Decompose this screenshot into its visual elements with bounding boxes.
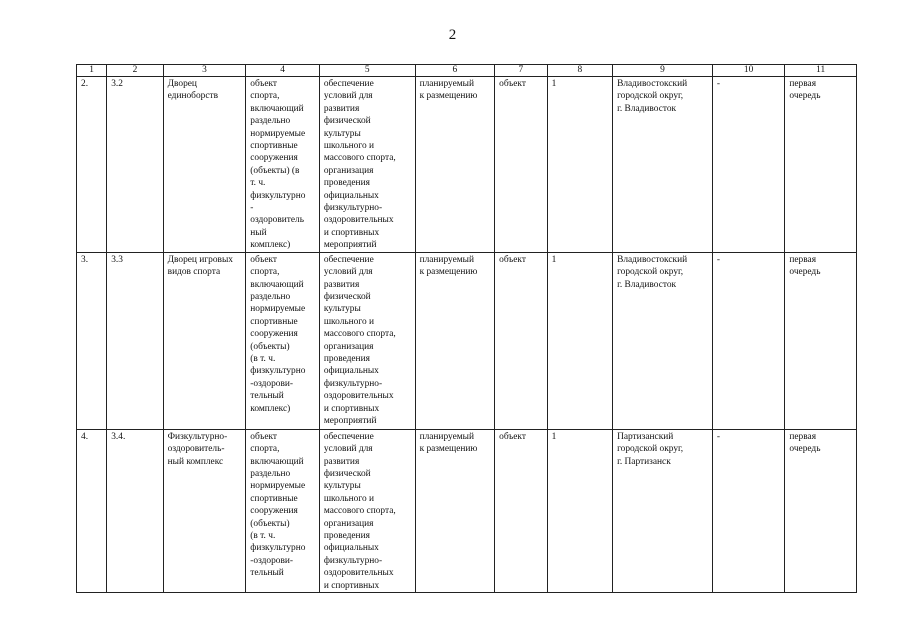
zone-cell: -	[712, 77, 785, 253]
status-cell: планируемый к размещению	[415, 429, 495, 592]
stage-cell: первая очередь	[785, 77, 857, 253]
status-cell: планируемый к размещению	[415, 77, 495, 253]
stage-cell: первая очередь	[785, 252, 857, 429]
row-number-cell: 3.	[77, 252, 107, 429]
location-cell: Партизанский городской округ, г. Партизанск	[613, 429, 713, 592]
object-type-cell: объект спорта, включающий раздельно нормируемые спортивные сооружения (объекты) (в т. ч. физкультурно - оздоровитель ный комплекс)	[246, 77, 320, 253]
column-number-row	[77, 65, 857, 77]
object-name-cell: Физкультурно- оздоровитель- ный комплекс	[163, 429, 246, 592]
column-number: 5	[319, 65, 415, 77]
column-number: 6	[415, 65, 495, 77]
purpose-cell: обеспечение условий для развития физической культуры школьного и массового спорта, организация проведения официальных физкультурно- оздоровительных и спортивных мероприятий	[319, 77, 415, 253]
object-type-cell: объект спорта, включающий раздельно нормируемые спортивные сооружения (объекты) (в т. ч. физкультурно -оздорови- тельный	[246, 429, 320, 592]
page-number: 2	[448, 27, 457, 43]
quantity-cell: 1	[547, 77, 613, 253]
object-name-cell: Дворец единоборств	[163, 77, 246, 253]
column-number: 10	[712, 65, 785, 77]
column-number: 3	[163, 65, 246, 77]
column-number: 4	[246, 65, 320, 77]
code-cell: 3.2	[107, 77, 163, 253]
row-number-cell: 2.	[77, 77, 107, 253]
planning-table	[76, 64, 857, 593]
column-number: 11	[785, 65, 857, 77]
row-number-cell: 4.	[77, 429, 107, 592]
column-number: 2	[107, 65, 163, 77]
purpose-cell: обеспечение условий для развития физической культуры школьного и массового спорта, организация проведения официальных физкультурно- оздоровительных и спортивных мероприятий	[319, 252, 415, 429]
column-number: 8	[547, 65, 613, 77]
object-name-cell: Дворец игровых видов спорта	[163, 252, 246, 429]
stage-cell: первая очередь	[785, 429, 857, 592]
code-cell: 3.3	[107, 252, 163, 429]
quantity-cell: 1	[547, 429, 613, 592]
zone-cell: -	[712, 429, 785, 592]
table-row	[77, 429, 857, 592]
table-row	[77, 77, 857, 253]
column-number: 9	[613, 65, 713, 77]
purpose-cell: обеспечение условий для развития физической культуры школьного и массового спорта, организация проведения официальных физкультурно- оздоровительных и спортивных	[319, 429, 415, 592]
zone-cell: -	[712, 252, 785, 429]
object-type-cell: объект спорта, включающий раздельно нормируемые спортивные сооружения (объекты) (в т. ч. физкультурно -оздорови- тельный комплекс)	[246, 252, 320, 429]
quantity-cell: 1	[547, 252, 613, 429]
location-cell: Владивостокский городской округ, г. Владивосток	[613, 252, 713, 429]
table-row	[77, 252, 857, 429]
code-cell: 3.4.	[107, 429, 163, 592]
unit-cell: объект	[495, 252, 547, 429]
unit-cell: объект	[495, 429, 547, 592]
column-number: 7	[495, 65, 547, 77]
location-cell: Владивостокский городской округ, г. Владивосток	[613, 77, 713, 253]
column-number: 1	[77, 65, 107, 77]
status-cell: планируемый к размещению	[415, 252, 495, 429]
unit-cell: объект	[495, 77, 547, 253]
